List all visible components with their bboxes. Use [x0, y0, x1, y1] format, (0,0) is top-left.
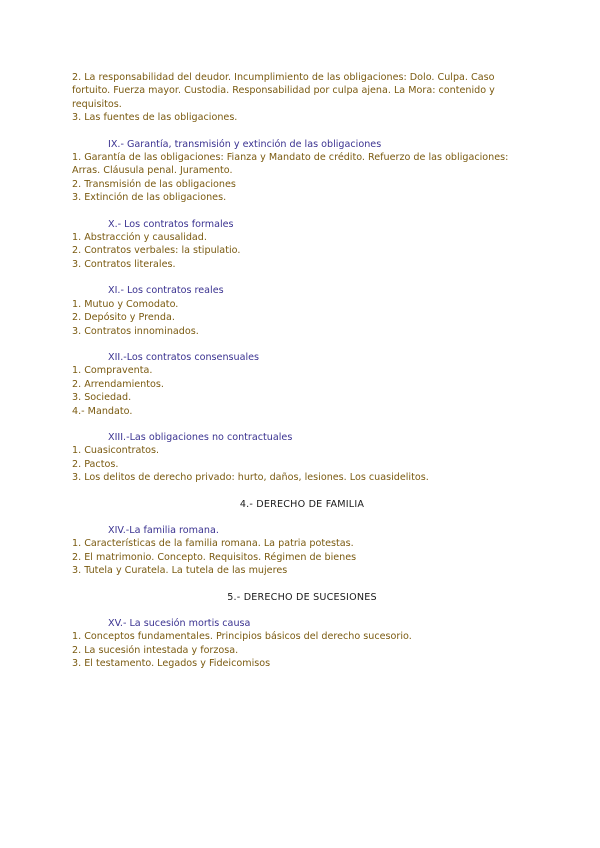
part-5-block	[72, 591, 532, 604]
list-item: 4.- Mandato.	[72, 405, 133, 417]
section-xiii	[72, 431, 532, 485]
section-xiv	[72, 524, 532, 578]
section-heading: X.- Los contratos formales	[108, 218, 234, 230]
list-item: 2. Pactos.	[72, 458, 119, 470]
intro-section	[72, 71, 532, 125]
list-item: 3. Contratos literales.	[72, 258, 176, 270]
list-item: 2. Arrendamientos.	[72, 378, 164, 390]
list-item: 2. Transmisión de las obligaciones	[72, 178, 236, 190]
section-heading: XIII.-Las obligaciones no contractuales	[108, 431, 293, 443]
list-item: 1. Compraventa.	[72, 365, 153, 377]
list-item: 2. La sucesión intestada y forzosa.	[72, 644, 239, 656]
section-heading: XII.-Los contratos consensuales	[108, 351, 260, 363]
list-item: 1. Cuasicontratos.	[72, 445, 160, 457]
section-heading: XIV.-La familia romana.	[108, 524, 219, 536]
list-item: 3. Sociedad.	[72, 392, 132, 404]
list-item: 2. El matrimonio. Concepto. Requisitos. Régimen de bienes	[72, 551, 357, 563]
list-item: 1. Conceptos fundamentales. Principios básicos del derecho sucesorio.	[72, 631, 412, 643]
section-ix	[72, 138, 532, 205]
list-item: 1. Características de la familia romana. La patria potestas.	[72, 538, 354, 550]
section-heading: XI.- Los contratos reales	[108, 285, 224, 297]
section-xii	[72, 351, 532, 418]
section-heading: XV.- La sucesión mortis causa	[108, 618, 251, 629]
syllabus-page	[72, 71, 532, 671]
list-item: 2. La responsabilidad del deudor. Incumplimiento de las obligaciones: Dolo. Culpa. Caso fortuito. Fuerza mayor. Custodia. Responsabilidad por culpa ajena. La Mora: contenido y requisitos.	[72, 72, 495, 110]
part-title: 4.- DERECHO DE FAMILIA	[239, 498, 365, 510]
section-xv	[72, 617, 532, 671]
list-item: 2. Contratos verbales: la stipulatio.	[72, 245, 241, 257]
list-item: 3. El testamento. Legados y Fideicomisos	[72, 658, 271, 670]
list-item: 3. Extinción de las obligaciones.	[72, 192, 227, 204]
section-xi	[72, 284, 532, 338]
list-item: 1. Mutuo y Comodato.	[72, 298, 179, 310]
list-item: 1. Garantía de las obligaciones: Fianza y Mandato de crédito. Refuerzo de las obligaciones: Arras. Cláusula penal. Juramento.	[72, 152, 509, 177]
part-title: 5.- DERECHO DE SUCESIONES	[227, 591, 377, 603]
list-item: 3. Los delitos de derecho privado: hurto, daños, lesiones. Los cuasidelitos.	[72, 472, 429, 484]
part-4-block	[72, 498, 532, 511]
section-x	[72, 218, 532, 272]
list-item: 1. Abstracción y causalidad.	[72, 232, 207, 244]
list-item: 3. Tutela y Curatela. La tutela de las mujeres	[72, 565, 288, 577]
list-item: 2. Depósito y Prenda.	[72, 312, 175, 324]
section-heading: IX.- Garantía, transmisión y extinción de las obligaciones	[108, 138, 382, 150]
list-item: 3. Contratos innominados.	[72, 325, 199, 337]
list-item: 3. Las fuentes de las obligaciones.	[72, 112, 238, 124]
